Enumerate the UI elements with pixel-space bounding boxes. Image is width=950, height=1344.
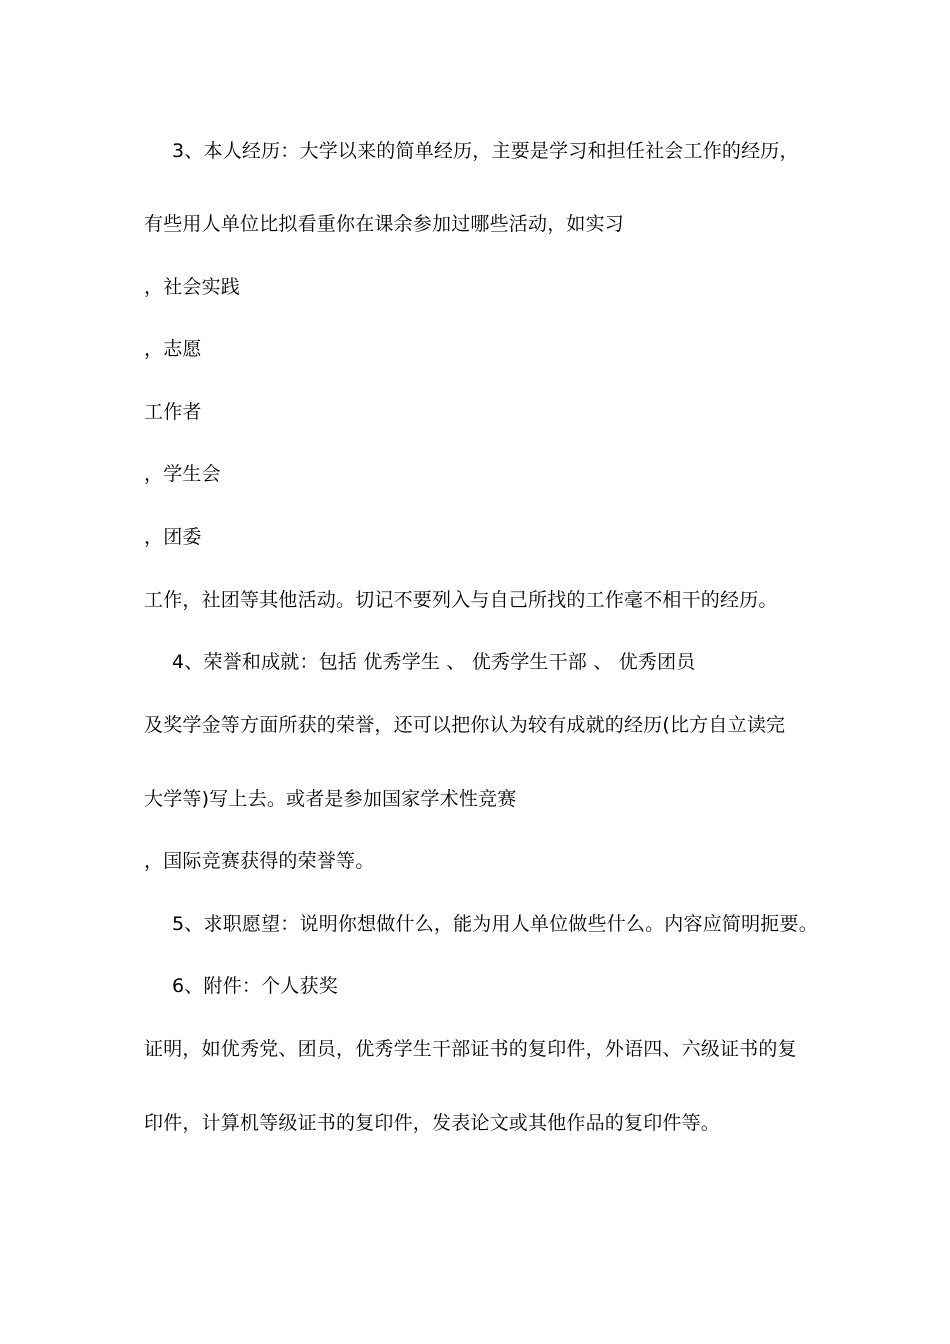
paragraph-3-line-5: 工作者	[144, 401, 202, 423]
paragraph-6-line-3: 印件，计算机等级证书的复印件，发表论文或其他作品的复印件等。	[144, 1112, 721, 1134]
paragraph-6-heading-line: 6、附件：个人获奖	[172, 975, 338, 997]
paragraph-4-heading-line: 4、荣誉和成就：包括 优秀学生 、 优秀学生干部 、 优秀团员	[172, 651, 696, 673]
paragraph-3-line-6: ，学生会	[144, 463, 221, 485]
paragraph-4-line-4: ，国际竞赛获得的荣誉等。	[144, 850, 375, 872]
paragraph-4-line-3: 大学等)写上去。或者是参加国家学术性竞赛	[144, 788, 517, 810]
paragraph-3-line-3: ，社会实践	[144, 276, 241, 298]
paragraph-3-line-8: 工作，社团等其他活动。切记不要列入与自己所找的工作毫不相干的经历。	[144, 589, 778, 611]
paragraph-3-heading-line: 3、本人经历：大学以来的简单经历，主要是学习和担任社会工作的经历，	[172, 140, 799, 162]
paragraph-3-line-2: 有些用人单位比拟看重你在课余参加过哪些活动，如实习	[144, 213, 625, 235]
paragraph-3-line-7: ，团委	[144, 526, 202, 548]
paragraph-5-line: 5、求职愿望：说明你想做什么，能为用人单位做些什么。内容应简明扼要。	[172, 913, 818, 935]
paragraph-6-line-2: 证明，如优秀党、团员，优秀学生干部证书的复印件，外语四、六级证书的复	[144, 1038, 797, 1060]
paragraph-4-line-2: 及奖学金等方面所获的荣誉，还可以把你认为较有成就的经历(比方自立读完	[144, 714, 786, 736]
paragraph-3-line-4: ，志愿	[144, 338, 202, 360]
